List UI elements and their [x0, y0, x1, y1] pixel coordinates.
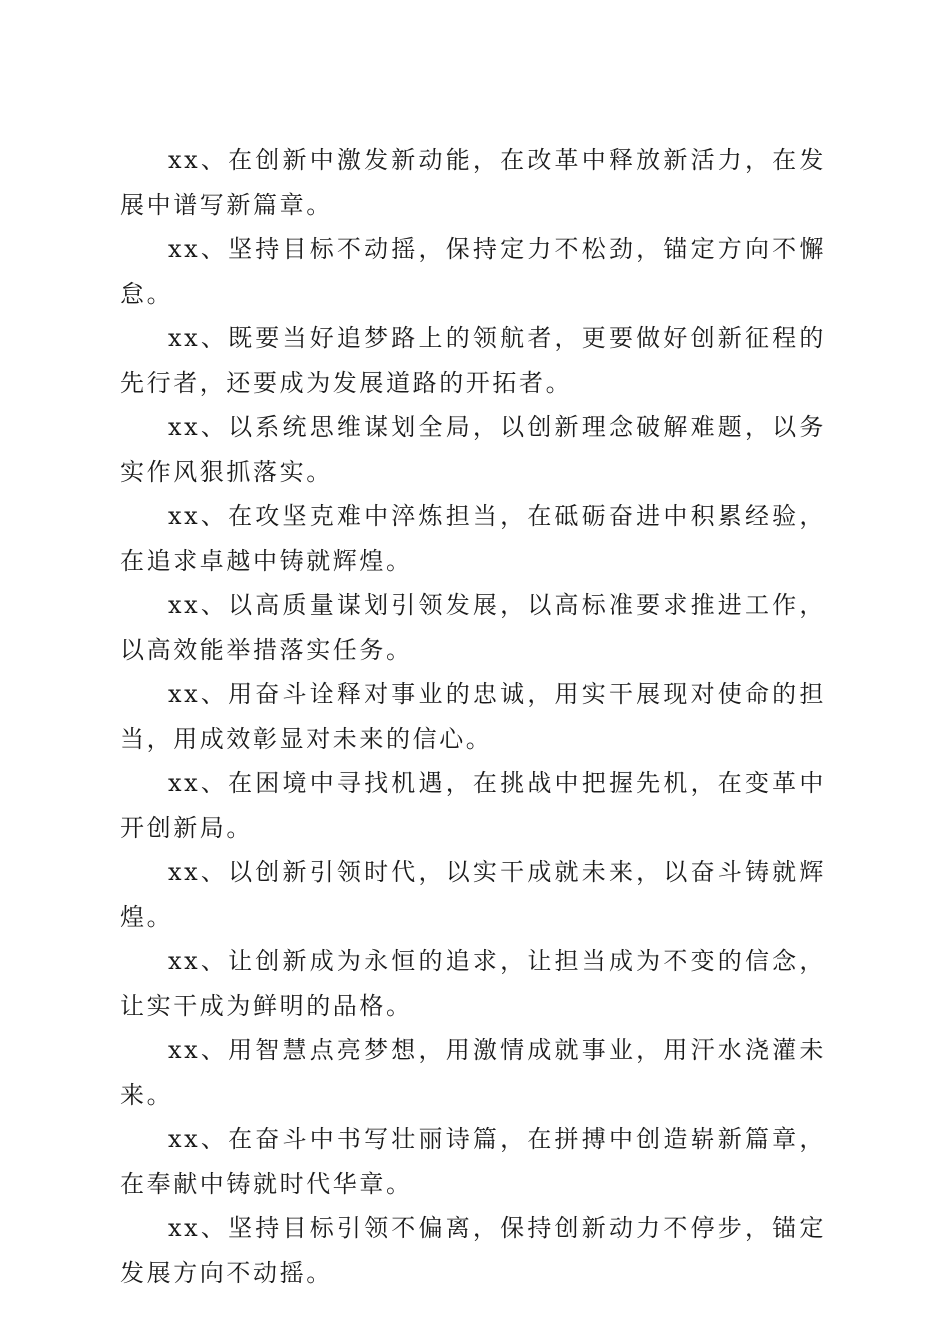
- paragraph-8: xx、在困境中寻找机遇，在挑战中把握先机，在变革中开创新局。: [120, 769, 826, 842]
- paragraph-10: xx、让创新成为永恒的追求，让担当成为不变的信念，让实干成为鲜明的品格。: [120, 947, 826, 1020]
- paragraph-11: xx、用智慧点亮梦想，用激情成就事业，用汗水浇灌未来。: [120, 1036, 826, 1109]
- paragraph-13: xx、坚持目标引领不偏离，保持创新动力不停步，锚定发展方向不动摇。: [120, 1214, 826, 1287]
- paragraph-12: xx、在奋斗中书写壮丽诗篇，在拼搏中创造崭新篇章，在奉献中铸就时代华章。: [120, 1125, 826, 1198]
- paragraph-5: xx、在攻坚克难中淬炼担当，在砥砺奋进中积累经验，在追求卓越中铸就辉煌。: [120, 502, 826, 575]
- paragraph-1: xx、在创新中激发新动能，在改革中释放新活力，在发展中谱写新篇章。: [120, 146, 826, 219]
- document-body: [120, 138, 826, 1295]
- paragraph-7: xx、用奋斗诠释对事业的忠诚，用实干展现对使命的担当，用成效彰显对未来的信心。: [120, 680, 826, 753]
- paragraph-3: xx、既要当好追梦路上的领航者，更要做好创新征程的先行者，还要成为发展道路的开拓者。: [120, 324, 826, 397]
- paragraph-2: xx、坚持目标不动摇，保持定力不松劲，锚定方向不懈怠。: [120, 235, 826, 308]
- paragraph-4: xx、以系统思维谋划全局，以创新理念破解难题，以务实作风狠抓落实。: [120, 413, 826, 486]
- paragraph-6: xx、以高质量谋划引领发展，以高标准要求推进工作，以高效能举措落实任务。: [120, 591, 826, 664]
- paragraph-9: xx、以创新引领时代，以实干成就未来，以奋斗铸就辉煌。: [120, 858, 826, 931]
